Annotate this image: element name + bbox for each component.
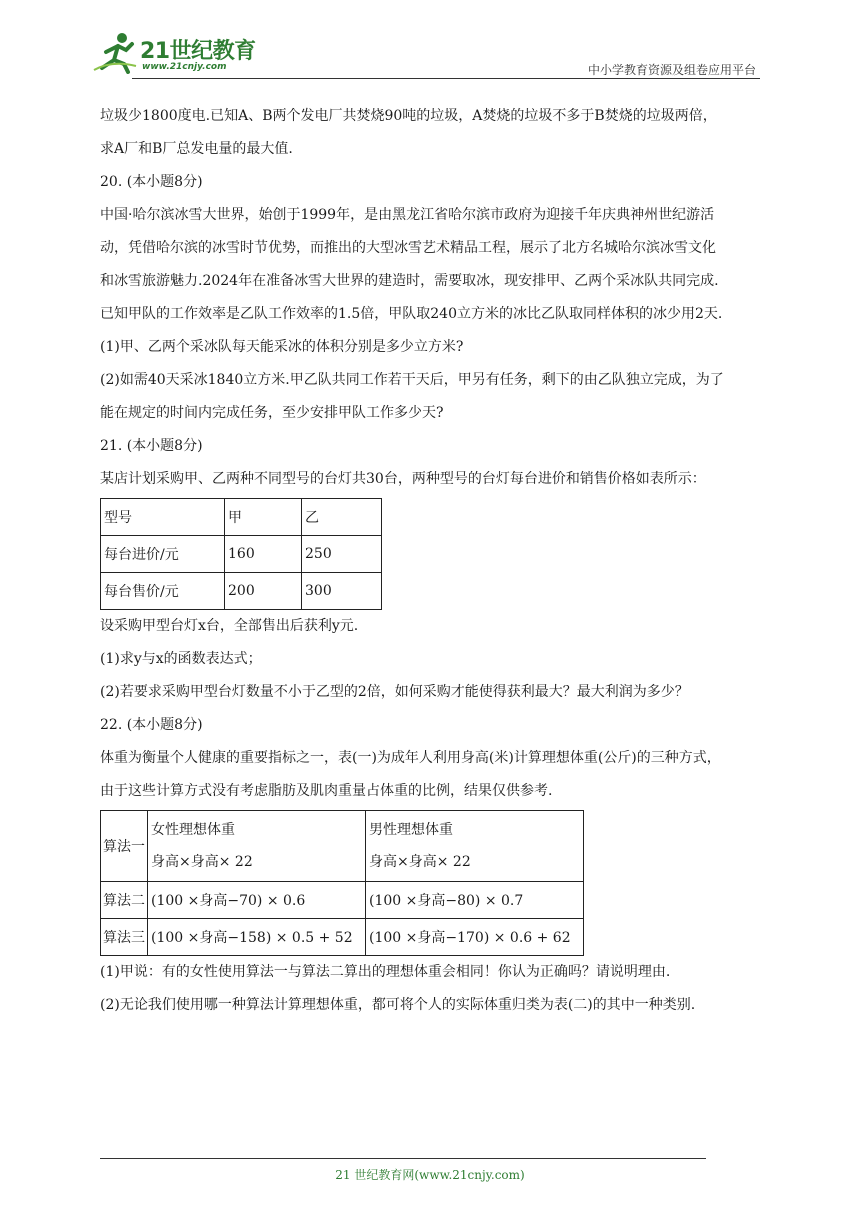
cell-title: 女性理想体重: [151, 822, 235, 838]
platform-name: 中小学教育资源及组卷应用平台: [587, 63, 756, 77]
cell-formula: 身高×身高× 22: [151, 854, 253, 870]
text-line: 某店计划采购甲、乙两种不同型号的台灯共30台，两种型号的台灯每台进价和销售价格如表所示：: [100, 471, 706, 487]
table-cell: [148, 811, 366, 882]
table-cell: (100 ×身高−170) × 0.6 + 62: [366, 919, 584, 956]
table-cell: 160: [225, 536, 302, 573]
table-cell: 300: [302, 573, 382, 610]
document-body: [100, 100, 766, 1022]
sub-question: (2)如需40天采冰1840立方米.甲乙队共同工作若干天后，甲另有任务，剩下的由乙队独立完成，为了: [100, 372, 724, 388]
table-row: [101, 536, 382, 573]
table-cell: 算法三: [101, 919, 148, 956]
sub-question: (1)甲、乙两个采冰队每天能采冰的体积分别是多少立方米?: [100, 339, 464, 355]
table-cell: [366, 811, 584, 882]
table-cell: 型号: [101, 499, 225, 536]
logo-url: www.21cnjy.com: [142, 62, 227, 72]
text-line: 和冰雪旅游魅力.2024年在准备冰雪大世界的建造时，需要取冰，现安排甲、乙两个采冰队共同完成.: [100, 273, 719, 289]
table-row: [101, 811, 584, 882]
text-line: 体重为衡量个人健康的重要指标之一，表(一)为成年人利用身高(米)计算理想体重(公斤)的三种方式，: [100, 750, 721, 766]
sub-question: (2)若要求采购甲型台灯数量不小于乙型的2倍，如何采购才能使得获利最大？最大利润为多少？: [100, 684, 689, 700]
text-line: 求A厂和B厂总发电量的最大值.: [100, 141, 293, 157]
table-cell: (100 ×身高−158) × 0.5 + 52: [148, 919, 366, 956]
cell-title: 男性理想体重: [369, 822, 453, 838]
text-line: 能在规定的时间内完成任务，至少安排甲队工作多少天?: [100, 405, 444, 421]
runner-logo-icon: [92, 30, 140, 74]
text-line: 动，凭借哈尔滨的冰雪时节优势，而推出的大型冰雪艺术精品工程，展示了北方名城哈尔滨冰雪文化: [100, 240, 716, 256]
table-cell: (100 ×身高−80) × 0.7: [366, 882, 584, 919]
sub-question: (1)甲说：有的女性使用算法一与算法二算出的理想体重会相同！你认为正确吗？请说明理由.: [100, 964, 671, 980]
table-row: [101, 882, 584, 919]
text-line: 垃圾少1800度电.已知A、B两个发电厂共焚烧90吨的垃圾，A焚烧的垃圾不多于B焚烧的垃圾两倍，: [100, 108, 717, 124]
site-logo[interactable]: [92, 30, 262, 78]
sub-question: (2)无论我们使用哪一种算法计算理想体重，都可将个人的实际体重归类为表(二)的其中一种类别.: [100, 997, 696, 1013]
table-row: [101, 573, 382, 610]
sub-question: (1)求y与x的函数表达式；: [100, 651, 262, 667]
question-heading-21: 21. (本小题8分): [100, 438, 203, 454]
table-cell: 每台售价/元: [101, 573, 225, 610]
text-line: 已知甲队的工作效率是乙队工作效率的1.5倍，甲队取240立方米的冰比乙队取同样体积的冰少用2天.: [100, 306, 723, 322]
table-cell: 甲: [225, 499, 302, 536]
table-cell: 每台进价/元: [101, 536, 225, 573]
footer-divider: [100, 1158, 706, 1159]
header-divider: [132, 78, 760, 79]
text-line: 设采购甲型台灯x台，全部售出后获利y元.: [100, 618, 359, 634]
table-cell: 乙: [302, 499, 382, 536]
lamp-price-table: [100, 498, 382, 610]
question-heading-20: 20. (本小题8分): [100, 174, 203, 190]
table-cell: 200: [225, 573, 302, 610]
table-row: [101, 919, 584, 956]
page-header: [92, 30, 760, 80]
table-row: [101, 499, 382, 536]
table-cell: (100 ×身高−70) × 0.6: [148, 882, 366, 919]
table-cell: 算法二: [101, 882, 148, 919]
question-heading-22: 22. (本小题8分): [100, 717, 203, 733]
table-cell: 250: [302, 536, 382, 573]
text-line: 中国·哈尔滨冰雪大世界，始创于1999年，是由黑龙江省哈尔滨市政府为迎接千年庆典神州世纪游活: [100, 207, 715, 223]
footer-link[interactable]: 21 世纪教育网(www.21cnjy.com): [335, 1168, 525, 1182]
cell-formula: 身高×身高× 22: [369, 854, 471, 870]
ideal-weight-table: [100, 810, 584, 956]
table-cell: 算法一: [101, 811, 148, 882]
text-line: 由于这些计算方式没有考虑脂肪及肌肉重量占体重的比例，结果仅供参考.: [100, 783, 553, 799]
logo-text: 21世纪教育: [140, 39, 256, 64]
